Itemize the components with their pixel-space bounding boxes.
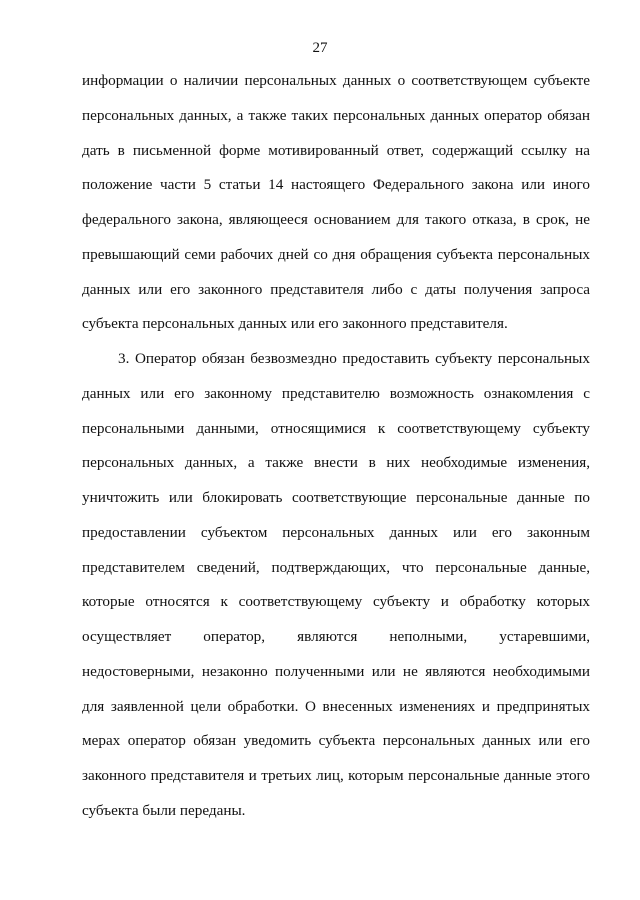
- paragraph: [82, 342, 590, 829]
- text-line: данных или его законному представителю возможность ознакомления с: [82, 384, 590, 402]
- text-line: превышающий семи рабочих дней со дня обращения субъекта персональных: [82, 245, 590, 263]
- text-line: предоставлении субъектом персональных данных или его законным: [82, 523, 590, 541]
- text-line: уничтожить или блокировать соответствующие персональные данные по: [82, 489, 590, 506]
- text-line: осуществляет оператор, являются неполными, устаревшими,: [82, 628, 590, 645]
- text-line: 3. Оператор обязан безвозмездно предоставить субъекту персональных: [118, 350, 590, 367]
- body-text: [82, 64, 590, 829]
- text-line: для заявленной цели обработки. О внесенных изменениях и предпринятых: [82, 697, 590, 715]
- paragraph: [82, 64, 590, 342]
- text-line: дать в письменной форме мотивированный ответ, содержащий ссылку на: [82, 141, 590, 159]
- text-line: представителем сведений, подтверждающих, что персональные данные,: [82, 558, 590, 576]
- text-line: недостоверными, незаконно полученными или не являются необходимыми: [82, 662, 590, 680]
- text-line: субъекта персональных данных или его законного представителя.: [82, 315, 508, 333]
- text-line: субъекта были переданы.: [82, 801, 246, 819]
- text-line: персональных данных, а также внести в них необходимые изменения,: [82, 454, 590, 472]
- text-line: мерах оператор обязан уведомить субъекта персональных данных или его: [82, 732, 590, 750]
- text-line: персональными данными, относящимися к соответствующему субъекту: [82, 419, 590, 437]
- text-line: законного представителя и третьих лиц, которым персональные данные этого: [82, 767, 590, 784]
- text-line: федерального закона, являющееся основанием для такого отказа, в срок, не: [82, 211, 590, 228]
- text-line: положение части 5 статьи 14 настоящего Федерального закона или иного: [82, 176, 590, 194]
- text-line: данных или его законного представителя либо с даты получения запроса: [82, 280, 590, 298]
- text-line: персональных данных, а также таких персональных данных оператор обязан: [82, 106, 590, 124]
- text-line: которые относятся к соответствующему субъекту и обработку которых: [82, 593, 590, 611]
- page-number: 27: [312, 40, 328, 56]
- text-line: информации о наличии персональных данных о соответствующем субъекте: [82, 72, 590, 89]
